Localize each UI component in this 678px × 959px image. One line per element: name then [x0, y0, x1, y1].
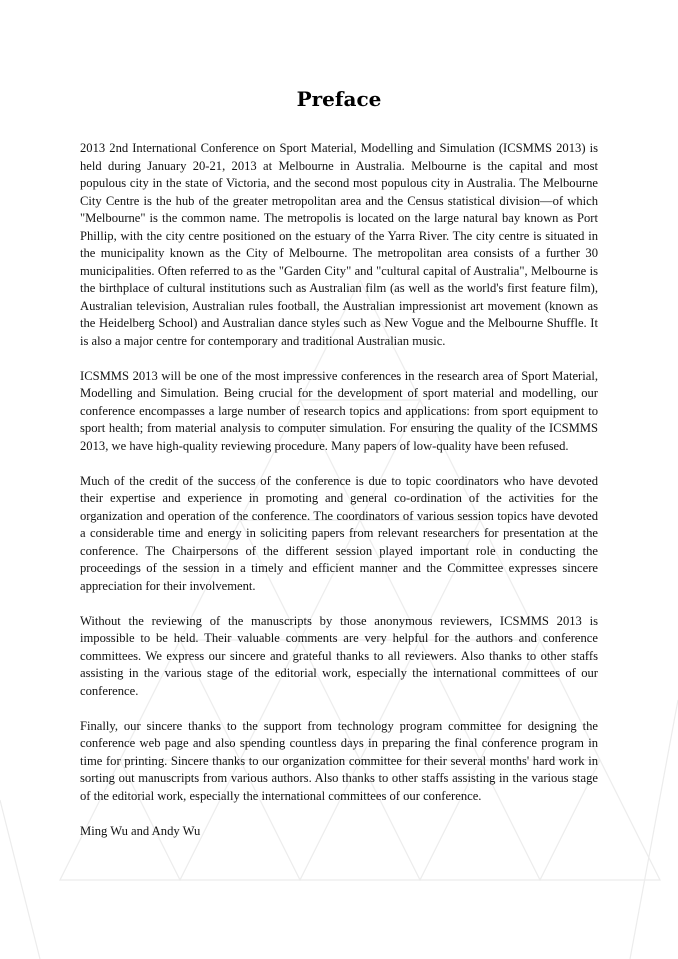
page-title: Preface	[296, 87, 382, 111]
paragraph-conference-intro: 2013 2nd International Conference on Sport Material, Modelling and Simulation (ICSMMS 2013) is held during January 20-21, 2013 at Melbourne in Australia. Melbourne is the capital and most populous city in the state of Victoria, and the second most populous city in Australia. The Melbourne City Centre is the hub of the greater metropolitan area and the Census statistical division—of which "Melbourne" is the common name. The metropolis is located on the large natural bay known as Port Phillip, with the city centre positioned on the estuary of the Yarra River. The city centre is situated in the municipality known as the City of Melbourne. The metropolitan area consists of a further 30 municipalities. Often referred to as the "Garden City" and "cultural capital of Australia", Melbourne is the birthplace of cultural institutions such as Australian film (as well as the world's first feature film), Australian television, Australian rules football, the Australian impressionist art movement (known as the Heidelberg School) and Australian dance styles such as New Vogue and the Melbourne Shuffle. It is also a major centre for contemporary and traditional Australian music.	[80, 141, 598, 348]
paragraph-committee-thanks: Finally, our sincere thanks to the support from technology program committee for designing the conference web page and also spending countless days in preparing the final conference program in time for printing. Sincere thanks to our organization committee for their several months' hard work in sorting out manuscripts from various authors. Also thanks to other staffs assisting in the various stage of the editorial work, especially the international committees of our conference.	[80, 718, 598, 803]
signature: Ming Wu and Andy Wu	[80, 823, 201, 838]
paragraph-conference-scope: ICSMMS 2013 will be one of the most impressive conferences in the research area of Sport Material, Modelling and Simulation. Being crucial for the development of sport material and modelling, our conference encompasses a large number of research topics and applications: from sport equipment to sport health; from material analysis to computer simulation. For ensuring the quality of the ICSMMS 2013, we have high-quality reviewing procedure. Many papers of low-quality have been refused.	[80, 368, 598, 453]
paragraph-reviewers-thanks: Without the reviewing of the manuscripts by those anonymous reviewers, ICSMMS 2013 is impossible to be held. Their valuable comments are very helpful for the authors and conference committees. We express our sincere and grateful thanks to all reviewers. Also thanks to other staffs assisting in the various stage of the editorial work, especially the international committees of our conference.	[80, 613, 598, 698]
preface-page	[80, 86, 598, 858]
paragraph-coordinators-thanks: Much of the credit of the success of the conference is due to topic coordinators who have devoted their expertise and experience in promoting and general co-ordination of the activities for the organization and operation of the conference. The coordinators of various session topics have devoted a considerable time and energy in soliciting papers from relevant researchers for presentation at the conference. The Chairpersons of the different session played important role in conducting the proceedings of the session in a timely and efficient manner and the Committee expresses sincere appreciation for their involvement.	[80, 473, 598, 593]
